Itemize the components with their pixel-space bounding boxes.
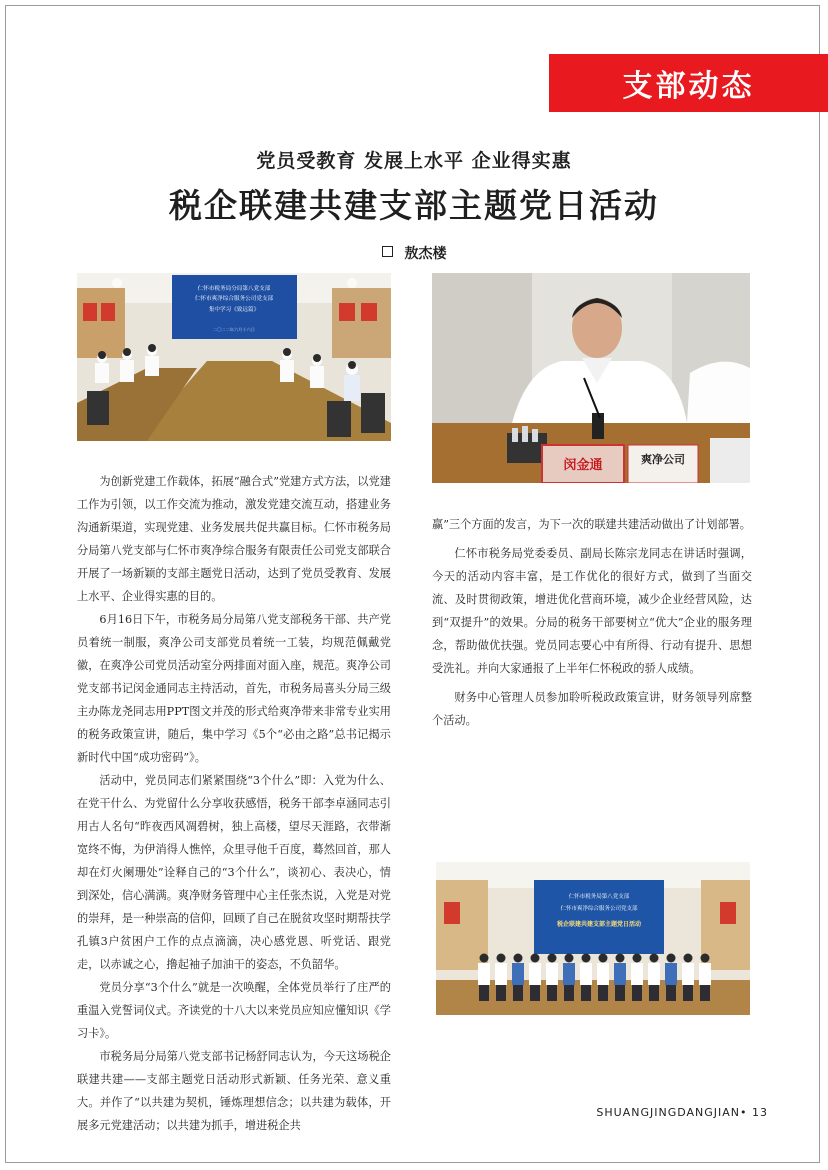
section-banner: 支部动态 xyxy=(549,54,828,112)
paragraph: 市税务局分局第八党支部书记杨舒同志认为，今天这场税企联建共建——支部主题党日活动形式新颖、任务光荣、意义重大。并作了“以共建为契机，锤炼理想信念；以共建为载体，开展多元党建活动；以共建为抓手，增进税企共 xyxy=(77,1050,391,1132)
body-column-left xyxy=(77,470,391,1137)
person-body xyxy=(512,963,524,985)
person-body xyxy=(665,963,677,985)
person-legs xyxy=(564,985,574,1001)
person-head xyxy=(548,954,557,963)
person-body xyxy=(682,963,694,985)
person-legs xyxy=(496,985,506,1001)
paragraph: 6月16日下午，市税务局分局第八党支部税务干部、共产党员着统一制服，爽净公司支部党员着统一工装，均规范佩戴党徽，在爽净公司党员活动室分两排面对面入座，规范。爽净公司党支部书记闵金通同志主持活动，首先，市税务局喜头分局三级主办陈龙尧同志用PPT图文并茂的形式给爽净带来非常专业实用的税务政策宣讲，随后，集中学习《5个“必由之路”总书记揭示新时代中国“成功密码”》。 xyxy=(77,613,391,764)
person-head xyxy=(599,954,608,963)
person-body xyxy=(529,963,541,985)
person-legs xyxy=(479,985,489,1001)
screen-line-4: 二〇二二年六月十六日 xyxy=(213,327,255,332)
person-legs xyxy=(666,985,676,1001)
person-head xyxy=(701,954,710,963)
person-body xyxy=(614,963,626,985)
screen-line-3: 集中学习《致远篇》 xyxy=(208,307,260,313)
person-body xyxy=(563,963,575,985)
person-body xyxy=(546,963,558,985)
article-subtitle: 党员受教育 发展上水平 企业得实惠 xyxy=(256,150,572,172)
screen-line-1: 仁怀市税务局分局第八党支部 xyxy=(197,286,271,292)
person-body xyxy=(478,963,490,985)
person-legs xyxy=(530,985,540,1001)
person-legs xyxy=(513,985,523,1001)
person-body xyxy=(648,963,660,985)
banner-line-3: 税企联建共建支部主题党日活动 xyxy=(556,921,642,928)
person-body xyxy=(699,963,711,985)
person-legs xyxy=(615,985,625,1001)
body-column-right xyxy=(432,513,752,732)
person-head xyxy=(650,954,659,963)
person-head xyxy=(497,954,506,963)
person-legs xyxy=(683,985,693,1001)
person-head xyxy=(582,954,591,963)
person-head xyxy=(633,954,642,963)
paragraph: 党员分享“3个什么”就是一次唤醒，全体党员举行了庄严的重温入党誓词仪式。齐读党的十八大以来党员应知应懂知识《学习卡》。 xyxy=(77,981,391,1040)
person-legs xyxy=(547,985,557,1001)
person-head xyxy=(514,954,523,963)
paragraph: 仁怀市税务局党委委员、副局长陈宗龙同志在讲话时强调，今天的活动内容丰富，是工作优化的很好方式，做到了当面交流、及时贯彻政策，增进优化营商环境，减少企业经营风险，达到“双提升”的效果。分局的税务干部要树立“优大”企业的服务理念，帮助做优扶强。党员同志要心中有所得、行动有提升、思想受洗礼。并向大家通报了上半年仁怀税政的骄人成绩。 xyxy=(432,547,752,675)
person-legs xyxy=(649,985,659,1001)
person-legs xyxy=(700,985,710,1001)
photo-group xyxy=(436,862,750,1015)
banner-line-2: 仁怀市爽净综合服务公司党支部 xyxy=(560,906,638,912)
person-head xyxy=(684,954,693,963)
photo-speaker xyxy=(432,273,750,483)
nameplate-2: 爽净公司 xyxy=(641,453,685,466)
page-footer: SHUANGJINGDANGJIAN• 13 xyxy=(596,1106,768,1119)
person-body xyxy=(580,963,592,985)
banner-line-1: 仁怀市税务局第八党支部 xyxy=(568,894,630,900)
person-head xyxy=(531,954,540,963)
person-body xyxy=(631,963,643,985)
person-head xyxy=(667,954,676,963)
person-legs xyxy=(598,985,608,1001)
photo-meeting-room xyxy=(77,273,391,441)
person-legs xyxy=(581,985,591,1001)
person-head xyxy=(480,954,489,963)
person-body xyxy=(597,963,609,985)
byline xyxy=(0,243,828,263)
paragraph: 活动中，党员同志们紧紧围绕“3个什么”即：入党为什么、在党干什么、为党留什么分享收获感悟，税务干部李卓涵同志引用古人名句“昨夜西风凋碧树，独上高楼，望尽天涯路，衣带渐宽终不悔，为伊消得人憔悴，众里寻他千百度，蓦然回首，那人却在灯火阑珊处”诠释自己的“3个什么”，谈初心、表决心，情到深处，信心满满。爽净财务管理中心主任张杰说，入党是对党的崇拜，是一种崇高的信仰，回顾了自己在脱贫攻坚时期帮扶学孔镇3户贫困户工作的点点滴滴，决心感党恩、听党话、跟党走，以赤诚之心，撸起袖子加油干的姿态，不负韶华。 xyxy=(77,774,391,971)
person-head xyxy=(616,954,625,963)
paragraph: 为创新党建工作载体，拓展“融合式”党建方式方法，以党建工作为引领，以工作交流为推动，激发党建交流互动，搭建业务沟通新渠道，实现党建、业务发展共促共赢目标。仁怀市税务局分局第八党支部与仁怀市爽净综合服务有限责任公司党支部联合开展了一场新颖的支部主题党日活动，达到了党员受教育、发展上水平、企业得实惠的目的。 xyxy=(77,475,391,603)
paragraph: 赢”三个方面的发言，为下一次的联建共建活动做出了计划部署。 xyxy=(432,518,751,531)
screen-line-2: 仁怀市爽净综合服务公司党支部 xyxy=(194,296,274,302)
paragraph: 财务中心管理人员参加聆听税政政策宣讲，财务领导列席整个活动。 xyxy=(432,691,752,727)
article-title: 税企联建共建支部主题党日活动 xyxy=(169,186,659,225)
person-body xyxy=(495,963,507,985)
person-legs xyxy=(632,985,642,1001)
square-bullet-icon xyxy=(382,246,393,257)
author-name: 敖杰楼 xyxy=(404,246,447,262)
person-head xyxy=(565,954,574,963)
nameplate-1: 闵金通 xyxy=(563,458,603,473)
